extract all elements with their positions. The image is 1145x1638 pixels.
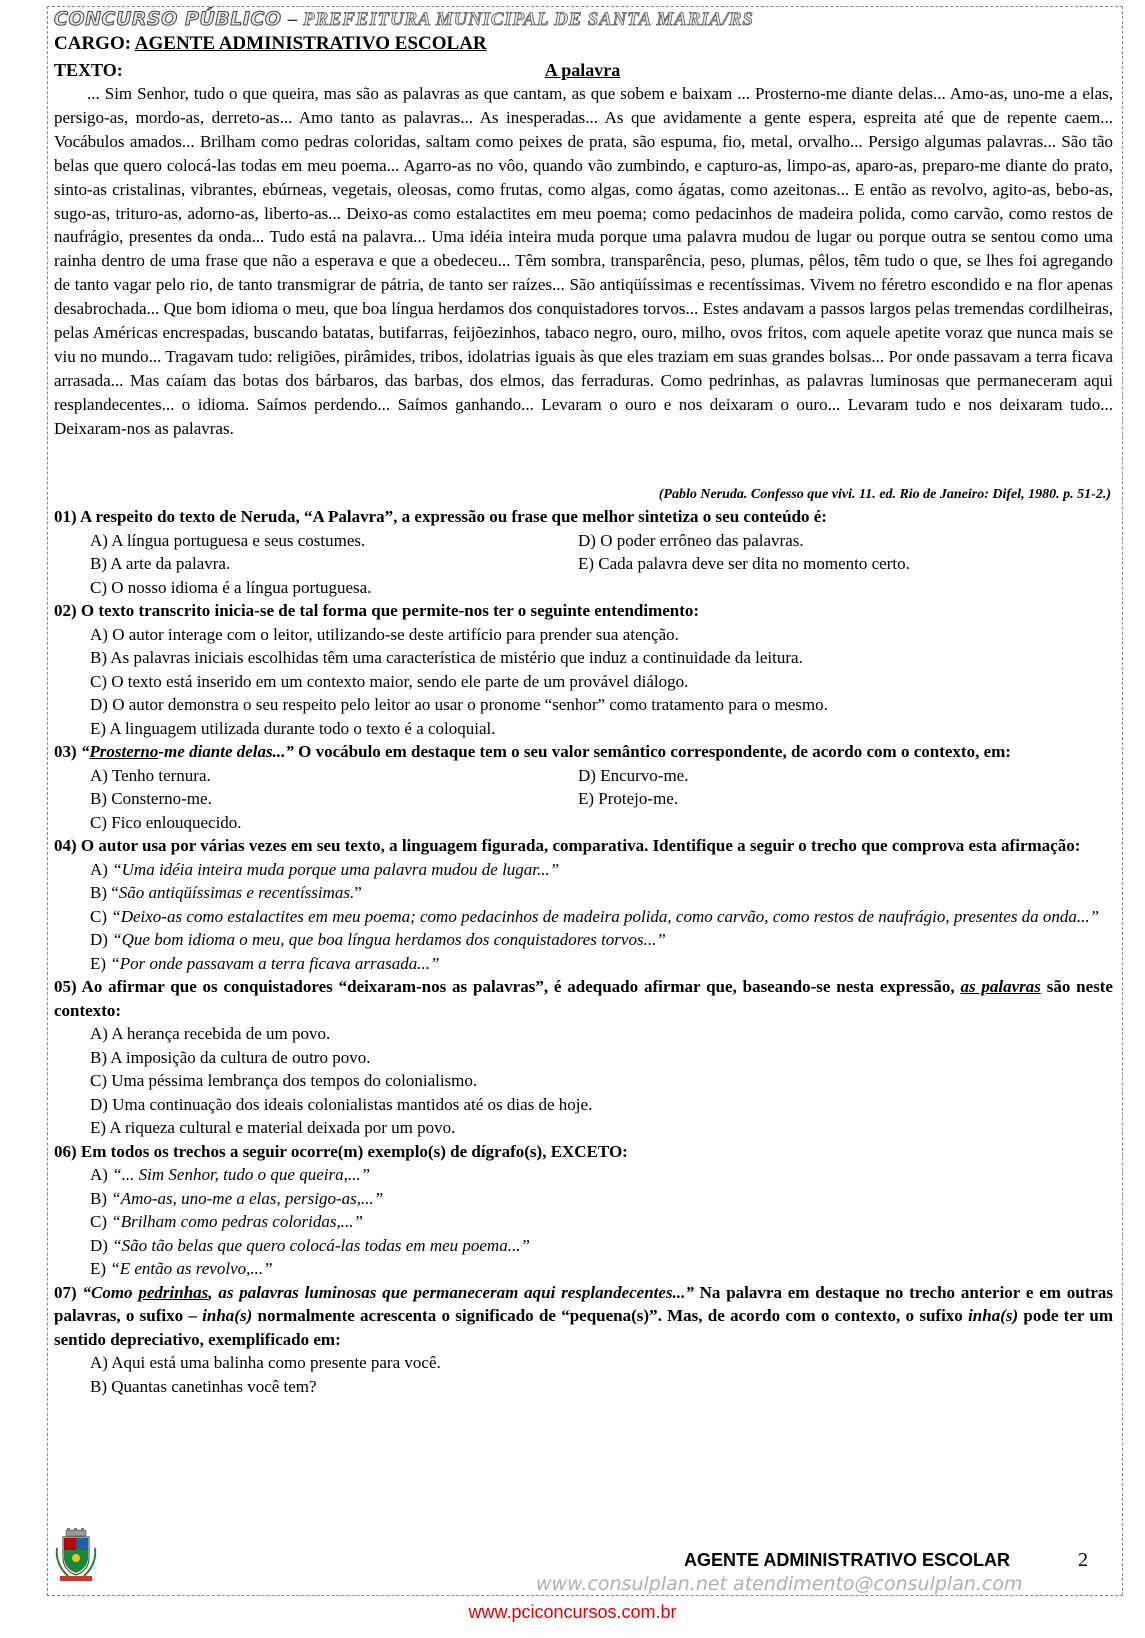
option-letter: E) [90, 953, 107, 973]
texto-title: A palavra [544, 60, 621, 80]
option-01-e: E) Cada palavra deve ser dita no momento certo. [578, 554, 910, 573]
option-06-e [54, 1257, 1113, 1281]
option-text: “São tão belas que quero colocá-las todas em meu poema...” [112, 1235, 530, 1255]
question-03-number: 03) [54, 742, 77, 761]
option-text: “Que bom idioma o meu, que boa língua herdamos dos conquistadores torvos...” [112, 930, 666, 949]
option-04-e [54, 952, 1113, 976]
highlighted-phrase: as palavras [960, 977, 1041, 996]
option-06-a [54, 1163, 1113, 1187]
quote-open: “ [80, 742, 90, 761]
header-dash: – [287, 9, 298, 30]
prefeitura-label: PREFEITURA MUNICIPAL DE SANTA MARIA/RS [303, 9, 754, 30]
page-number: 2 [1078, 1549, 1088, 1571]
highlighted-word: pedrinhas [138, 1282, 209, 1302]
option-text: “Uma idéia inteira muda porque uma palavra mudou de lugar...” [112, 859, 560, 879]
option-03-e: E) Protejo-me. [578, 789, 679, 808]
exam-header [54, 8, 754, 31]
cargo-line [54, 33, 487, 55]
option-03-a: A) Tenho ternura. [90, 765, 211, 785]
option-text: “Deixo-as como estalactites em meu poema; como pedacinhos de madeira polida, como carvão, como restos de naufrágio, presentes da onda...” [111, 906, 1100, 926]
option-06-d [54, 1234, 1113, 1258]
option-text: São antiqüíssimas e recentíssimas. [118, 883, 355, 902]
option-04-c [54, 905, 1113, 929]
cargo-value: AGENTE ADMINISTRATIVO ESCOLAR [134, 33, 487, 54]
option-letter: A) [90, 1165, 108, 1184]
suffix: inha(s) [968, 1306, 1019, 1325]
question-02-stem: 02) O texto transcrito inicia-se de tal forma que permite-nos ter o seguinte entendimento: [54, 601, 700, 620]
option-05-a: A) A herança recebida de um povo. [90, 1024, 331, 1043]
option-01-c: C) O nosso idioma é a língua portuguesa. [90, 577, 372, 597]
question-06-stem: 06) Em todos os trechos a seguir ocorre(m) exemplo(s) de dígrafo(s), EXCETO: [54, 1141, 628, 1161]
option-text: “Por onde passavam a terra ficava arrasada...” [110, 953, 440, 973]
option-01-a: A) A língua portuguesa e seus costumes. [90, 530, 366, 550]
question-03-row [54, 764, 1113, 788]
option-05-e: E) A riqueza cultural e material deixada por um povo. [90, 1118, 456, 1137]
question-05-stem [54, 975, 1113, 1022]
option-01-d: D) O poder errôneo das palavras. [578, 530, 804, 550]
option-letter: D) [90, 1235, 108, 1255]
quote-rest: -me diante delas...” [158, 742, 294, 761]
option-05-b: B) A imposição da cultura de outro povo. [90, 1047, 371, 1067]
footer-website: www.consulplan.net atendimento@consulplan.com [536, 1573, 1023, 1595]
question-07-quote [82, 1283, 693, 1302]
option-05-c: C) Uma péssima lembrança dos tempos do colonialismo. [90, 1071, 478, 1090]
question-07-text: Na palavra em destaque no trecho anterior e em outras palavras, o sufixo – [54, 1282, 1113, 1325]
footer-cargo: AGENTE ADMINISTRATIVO ESCOLAR [684, 1550, 1011, 1570]
option-06-b [54, 1187, 1113, 1211]
texto-source: (Pablo Neruda. Confesso que vivi. 11. ed. Rio de Janeiro: Difel, 1980. p. 51-2.) [658, 487, 1111, 502]
option-03-d: D) Encurvo-me. [578, 765, 689, 785]
question-07-text: normalmente acrescenta o significado de “pequena(s)”. Mas, de acordo com o contexto, o sufixo [252, 1306, 969, 1325]
option-text: “Amo-as, uno-me a elas, persigo-as,...” [111, 1188, 384, 1208]
pciconcursos-link[interactable]: www.pciconcursos.com.br [468, 1602, 677, 1622]
option-letter: C) [90, 1212, 107, 1231]
option-letter: A) [90, 859, 108, 879]
texto-label: TEXTO: [54, 60, 123, 80]
option-letter: B) [90, 1188, 107, 1208]
option-04-b [54, 881, 1113, 905]
highlighted-word: Prosterno [89, 742, 159, 761]
option-02-d: D) O autor demonstra o seu respeito pelo leitor ao usar o pronome “senhor” como tratamento para o mesmo. [90, 695, 828, 714]
option-02-e: E) A linguagem utilizada durante todo o texto é a coloquial. [90, 718, 496, 738]
option-text: “Brilham como pedras coloridas,...” [111, 1212, 363, 1231]
option-02-b: B) As palavras iniciais escolhidas têm uma característica de mistério que induz a continuidade da leitura. [90, 648, 803, 667]
option-05-d: D) Uma continuação dos ideais colonialistas mantidos até os dias de hoje. [90, 1094, 593, 1114]
quote-close: ” [354, 883, 362, 902]
question-03-stem [54, 740, 1113, 764]
option-03-c: C) Fico enlouquecido. [90, 812, 242, 832]
option-07-b: B) Quantas canetinhas você tem? [90, 1376, 317, 1396]
option-letter: C) [90, 906, 107, 926]
question-07-stem [54, 1281, 1113, 1352]
question-04-stem: 04) O autor usa por várias vezes em seu texto, a linguagem figurada, comparativa. Identifique a seguir o trecho que comprova esta afirmação: [54, 836, 1081, 855]
option-03-b: B) Consterno-me. [90, 789, 212, 808]
option-02-a: A) O autor interage com o leitor, utilizando-se deste artifício para prender sua atenção. [90, 624, 679, 644]
option-letter: E) [90, 1259, 107, 1278]
question-01-row [54, 552, 1113, 576]
option-06-c [54, 1210, 1113, 1234]
coat-of-arms-icon [54, 1528, 98, 1584]
question-01-stem: 01) A respeito do texto de Neruda, “A Palavra”, a expressão ou frase que melhor sintetiza o seu conteúdo é: [54, 507, 827, 526]
option-letter: D) [90, 930, 108, 949]
question-03-quote [81, 742, 294, 761]
option-02-c: C) O texto está inserido em um contexto maior, sendo ele parte de um provável diálogo. [90, 671, 689, 691]
option-text: “E então as revolvo,...” [110, 1259, 273, 1278]
concurso-label: CONCURSO PÚBLICO [54, 8, 282, 30]
quote-end: , as palavras luminosas que permaneceram aqui resplandecentes...” [208, 1282, 694, 1302]
question-03-row [54, 787, 1113, 811]
quote-start: “Como [82, 1282, 139, 1302]
question-01-row [54, 529, 1113, 553]
question-03-text: O vocábulo em destaque tem o seu valor semântico correspondente, de acordo com o contexto, em: [293, 742, 1011, 761]
questions [54, 505, 1113, 1398]
question-05-text-end: são neste contexto: [54, 977, 1113, 1020]
option-07-a: A) Aqui está uma balinha como presente para você. [90, 1353, 441, 1372]
option-text: “... Sim Senhor, tudo o que queira,...” [112, 1165, 371, 1184]
question-07-number: 07) [54, 1282, 77, 1302]
option-01-b: B) A arte da palavra. [90, 554, 231, 573]
question-05-text: 05) Ao afirmar que os conquistadores “deixaram-nos as palavras”, é adequado afirmar que, baseando-se nesta expressão, [54, 977, 961, 996]
question-07-text: pode ter um sentido depreciativo, exemplificado em: [54, 1306, 1114, 1349]
suffix: inha(s) [202, 1306, 253, 1325]
option-04-a [54, 858, 1113, 882]
option-letter: B) “ [90, 883, 119, 902]
texto-body: ... Sim Senhor, tudo o que queira, mas são as palavras as que cantam, as que sobem e baixam ... Prosterno-me diante delas... Amo-as, uno-me a elas, persigo-as, mordo-as, derreto-as... Amo tanto as palavras... As inesperadas... As que avidamente a gente espera, espreita até que de repente caem... Vocábulos amados... Brilham como pedras coloridas, saltam como peixes de prata, são espuma, fio, metal, orvalho... Persigo algumas palavras... São tão belas que quero colocá-las todas em meu poema... Agarro-as no vôo, quando vão zumbindo, e capturo-as, limpo-as, aparo-as, preparo-me diante do prato, sinto-as cristalinas, vibrantes, ebúrneas, vegetais, oleosas, como frutas, como algas, como ágatas, como azeitonas... E então as revolvo, agito-as, bebo-as, sugo-as, trituro-as, adorno-as, liberto-as... Deixo-as como estalactites em meu poema; como pedacinhos de madeira polida, como carvão, como restos de naufrágio, presentes da onda... Tudo está na palavra... Uma idéia inteira muda porque uma palavra mudou de lugar ou porque outra se sentou como uma rainha dentro de uma frase que não a esperava e que a obedeceu... Têm sombra, transparência, peso, plumas, pêlos, têm tudo o que, se lhes foi agregando de tanto vagar pelo rio, de tanto transmigrar de pátria, de tanto ser raízes... São antiqüíssimas e recentíssimas. Vivem no féretro escondido e na flor apenas desabrochada... Que bom idioma o meu, que boa língua herdamos dos conquistadores torvos... Estes andavam a passos largos pelas tremendas cordilheiras, pelas Américas encrespadas, buscando batatas, butifarras, feijõezinhos, tabaco negro, ouro, milho, ovos fritos, com aquele apetite voraz que nunca mais se viu no mundo... Tragavam tudo: religiões, pirâmides, tribos, idolatrias iguais às que eles traziam em suas grandes bolsas... Por onde passavam a terra ficava arrasada... Mas caíam das botas dos bárbaros, das barbas, dos elmos, das ferraduras. Como pedrinhas, as palavras luminosas que permaneceram aqui resplandecentes... o idioma. Saímos perdendo... Saímos ganhando... Levaram o ouro e nos deixaram o ouro... Levaram tudo e nos deixaram tudo... Deixaram-nos as palavras. [54, 84, 1113, 438]
cargo-label: CARGO: [54, 33, 132, 54]
option-04-d [54, 928, 1113, 952]
